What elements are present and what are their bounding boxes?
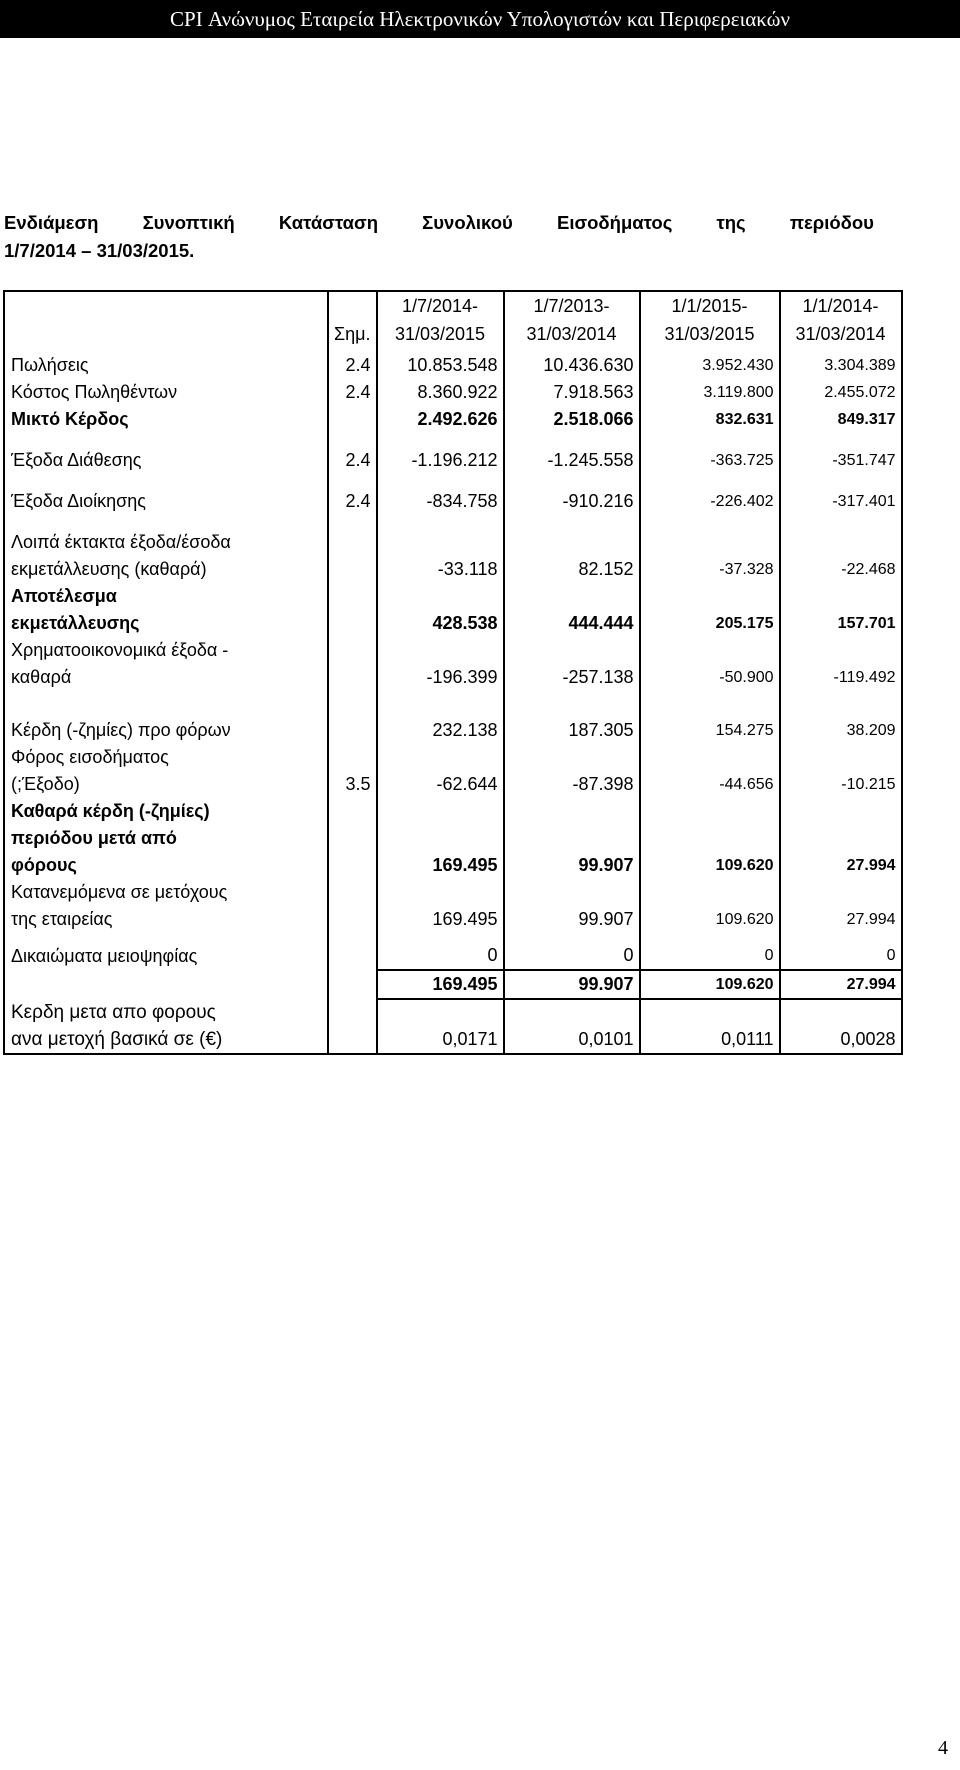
row-other-operating: Λοιπά έκτακτα έξοδα/έσοδα εκμετάλλευσης (καθαρά) -33.118 82.152 -37.328 -22.468 (4, 529, 902, 583)
header-period-3: 1/1/2015- 31/03/2015 (640, 291, 780, 352)
spacer-row (4, 433, 902, 447)
row-admin-expenses: Έξοδα Διοίκησης 2.4 -834.758 -910.216 -226.402 -317.401 (4, 488, 902, 515)
row-total: 169.495 99.907 109.620 27.994 (4, 970, 902, 999)
header-period-4: 1/1/2014- 31/03/2014 (795, 296, 886, 344)
row-profit-before-tax: Κέρδη (-ζημίες) προ φόρων 232.138 187.305 154.275 38.209 (4, 717, 902, 744)
company-name: CPI Ανώνυμος Εταιρεία Ηλεκτρονικών Υπολογιστών και Περιφερειακών (170, 6, 790, 31)
statement-title-line-1: Ενδιάμεση Συνοπτική Κατάσταση Συνολικού Εισοδήματος της περιόδου (4, 212, 874, 233)
header-period-2: 1/7/2013- 31/03/2014 (504, 291, 640, 352)
income-statement-table (3, 290, 903, 1055)
header-label-cell (4, 291, 328, 352)
row-gross-profit: Μικτό Κέρδος 2.492.626 2.518.066 832.631 849.317 (4, 406, 902, 433)
statement-title-line-2: 1/7/2014 – 31/03/2015. (4, 240, 195, 261)
row-income-tax: Φόρος εισοδήματος (;Έξοδο) 3.5 -62.644 -87.398 -44.656 -10.215 (4, 744, 902, 798)
row-attributable-shareholders: Κατανεμόμενα σε μετόχους της εταιρείας 169.495 99.907 109.620 27.994 (4, 879, 902, 933)
row-operating-result: Αποτέλεσμα εκμετάλλευσης 428.538 444.444 205.175 157.701 (4, 583, 902, 637)
header-period-1: 1/7/2014- 31/03/2015 (377, 291, 504, 352)
page-number: 4 (938, 1737, 948, 1759)
row-eps: Κερδη μετα απο φορους ανα μετοχή βασικά σε (€) 0,0171 0,0101 0,0111 0,0028 (4, 999, 902, 1054)
row-minority-rights: Δικαιώματα μειοψηφίας 0 0 0 0 (4, 933, 902, 970)
header-note: Σημ. (328, 291, 377, 352)
row-distribution-expenses: Έξοδα Διάθεσης 2.4 -1.196.212 -1.245.558 -363.725 -351.747 (4, 447, 902, 474)
row-net-profit: Καθαρά κέρδη (-ζημίες) περιόδου μετά από φόρους 169.495 99.907 109.620 27.994 (4, 798, 902, 879)
row-cost-of-sales: Κόστος Πωληθέντων 2.4 8.360.922 7.918.563 3.119.800 2.455.072 (4, 379, 902, 406)
statement-title (4, 209, 874, 265)
row-finance-costs: Χρηματοοικονομικά έξοδα - καθαρά -196.399 -257.138 -50.900 -119.492 (4, 637, 902, 691)
document-header (0, 0, 960, 38)
spacer-row (4, 474, 902, 488)
table-header-row (4, 291, 902, 352)
spacer-row (4, 515, 902, 529)
row-sales: Πωλήσεις 2.4 10.853.548 10.436.630 3.952.430 3.304.389 (4, 352, 902, 379)
spacer-row (4, 691, 902, 717)
